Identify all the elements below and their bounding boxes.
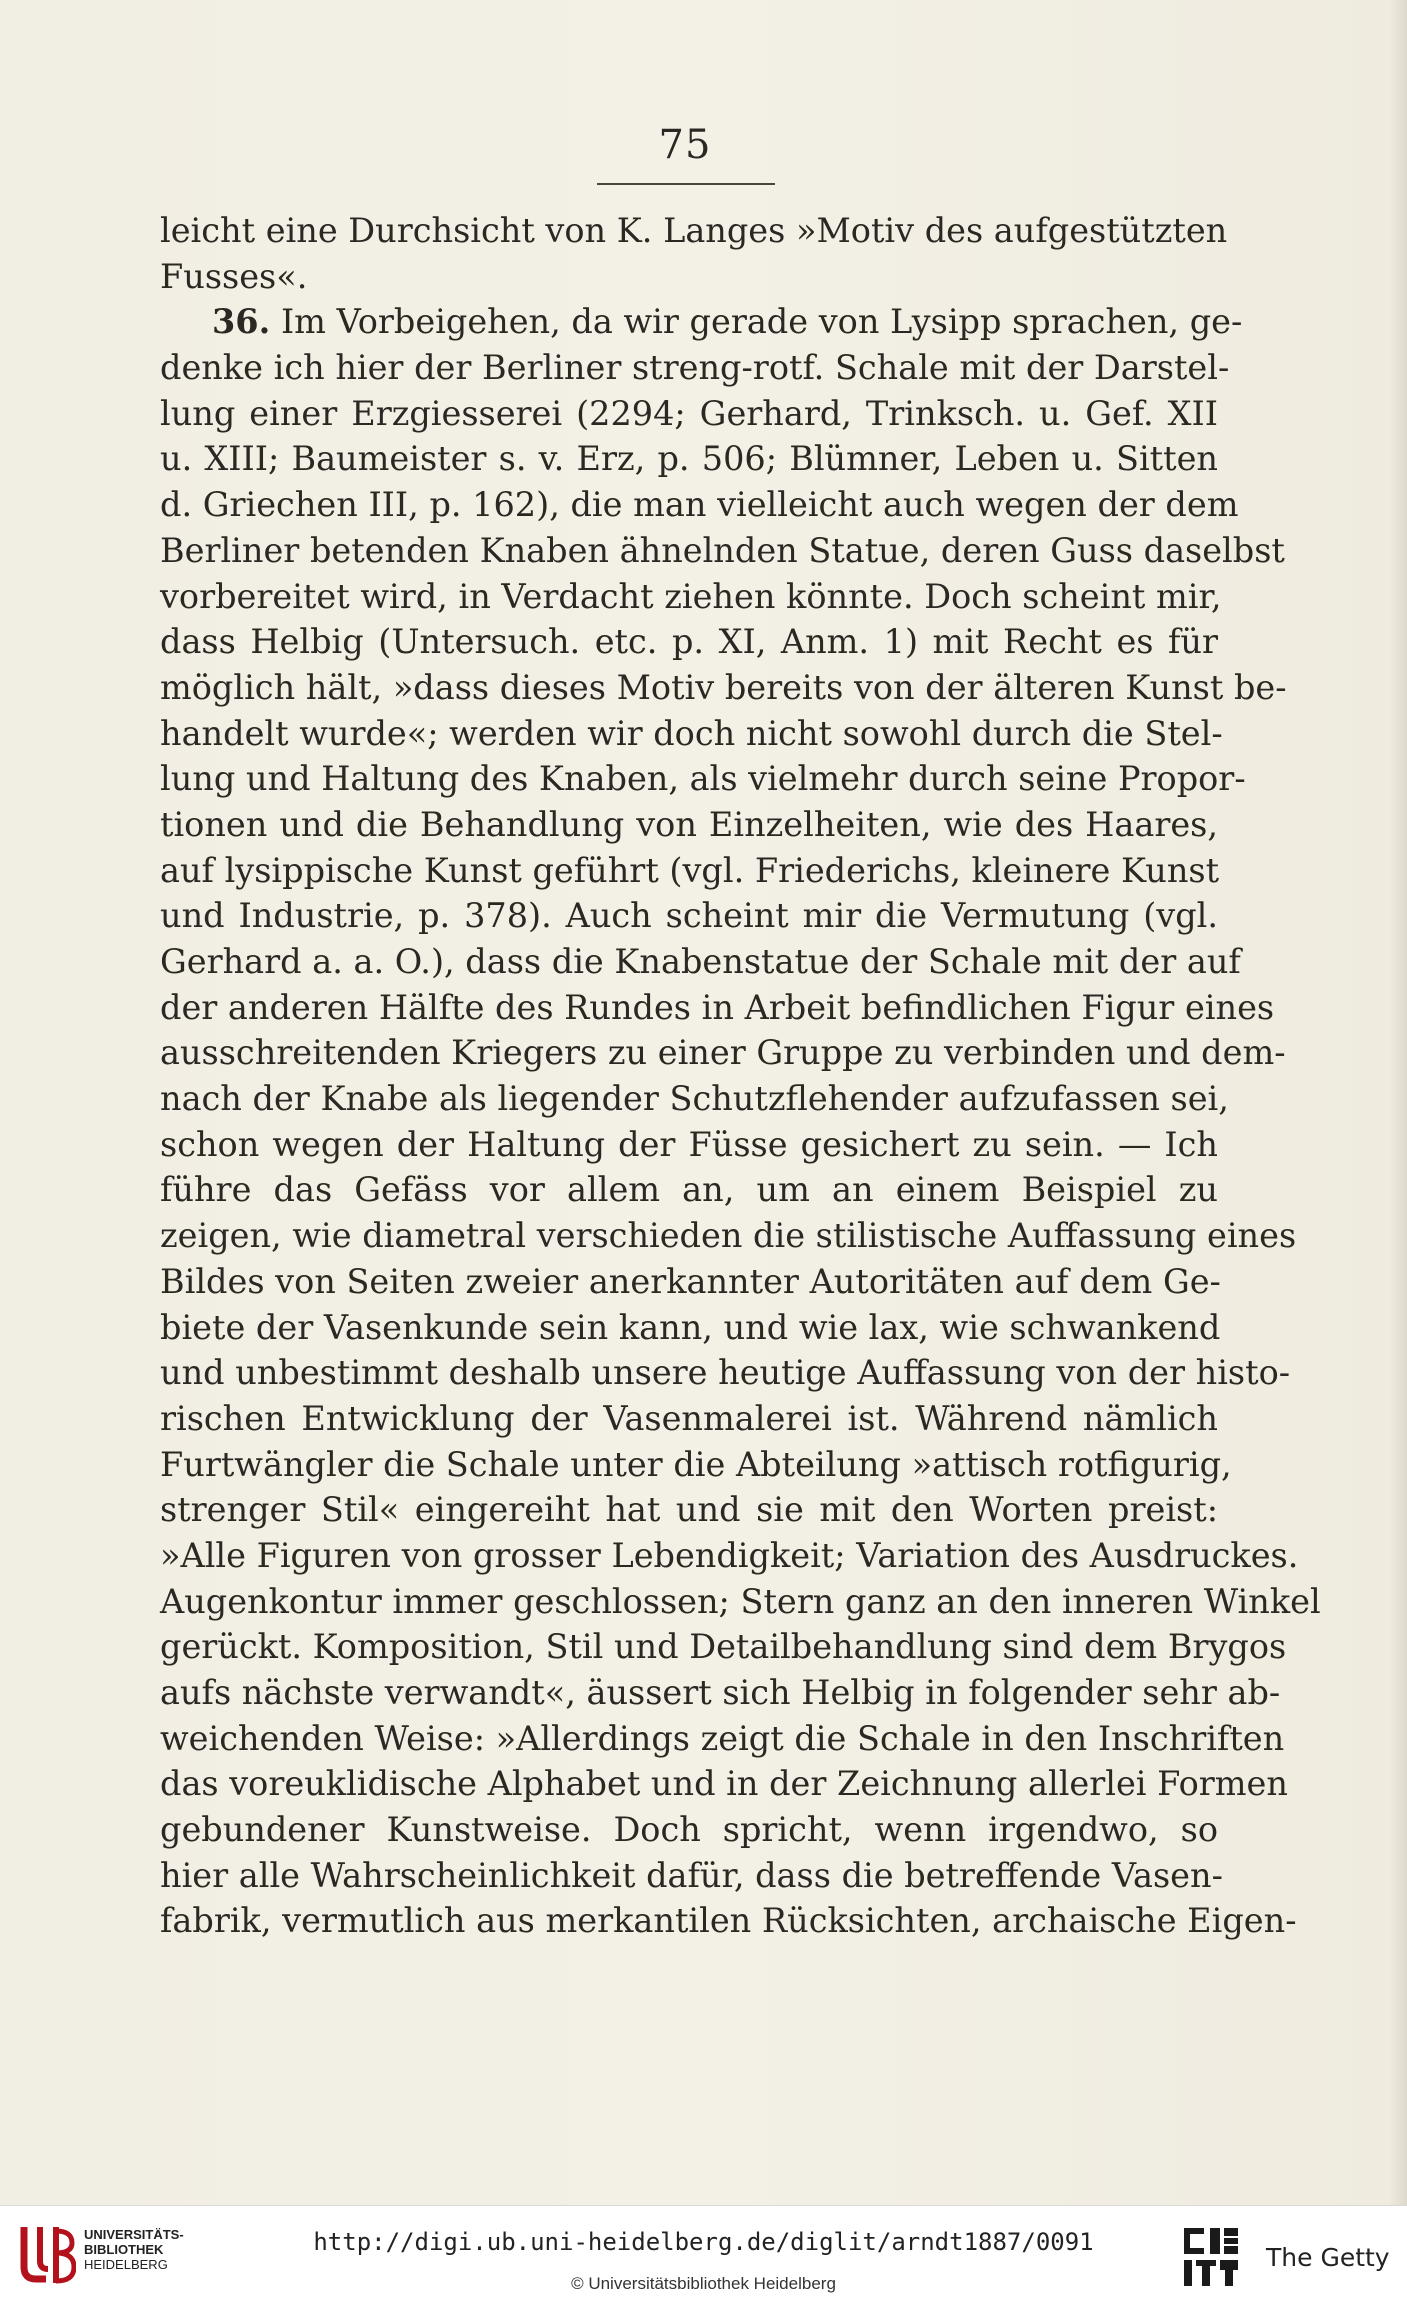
text-line: lung und Haltung des Knaben, als vielmehr durch seine Propor- xyxy=(160,759,1246,799)
getty-logo-icon xyxy=(1182,2226,1240,2290)
library-name-line: HEIDELBERG xyxy=(84,2257,168,2272)
text-line: möglich hält, »dass dieses Motiv bereits von der älteren Kunst be- xyxy=(160,667,1287,707)
text-line: Berliner betenden Knaben ähnelnden Statue, deren Guss daselbst xyxy=(160,530,1285,570)
text-line: tionen und die Behandlung von Einzelheiten, wie des Haares, xyxy=(160,804,1218,844)
text-line: der anderen Hälfte des Rundes in Arbeit befindlichen Figur eines xyxy=(160,987,1275,1027)
text-line: aufs nächste verwandt«, äussert sich Helbig in folgender sehr ab- xyxy=(160,1673,1281,1712)
text-line: Fusses«. xyxy=(160,256,308,296)
text-line: dass Helbig (Untersuch. etc. p. XI, Anm. 1) mit Recht es für xyxy=(160,622,1218,662)
text-line: »Alle Figuren von grosser Lebendigkeit; Variation des Ausdruckes. xyxy=(160,1535,1299,1575)
text-line-content: Im Vorbeigehen, da wir gerade von Lysipp sprachen, ge- xyxy=(280,302,1243,342)
text-line: Furtwängler die Schale unter die Abteilung »attisch rotfigurig, xyxy=(160,1444,1232,1484)
text-line: d. Griechen III, p. 162), die man vielleicht auch wegen der dem xyxy=(160,485,1239,525)
text-line: biete der Vasenkunde sein kann, und wie lax, wie schwankend xyxy=(160,1307,1221,1347)
page-edge-shadow xyxy=(1389,0,1407,2205)
partner-name: The Getty xyxy=(1266,2243,1390,2272)
permalink-url[interactable]: http://digi.ub.uni-heidelberg.de/diglit/arndt1887/0091 xyxy=(313,2228,1094,2256)
text-line: strenger Stil« eingereiht hat und sie mit den Worten preist: xyxy=(160,1490,1218,1530)
copyright-notice: © Universitätsbibliothek Heidelberg xyxy=(571,2274,836,2293)
text-line: das voreuklidische Alphabet und in der Zeichnung allerlei Formen xyxy=(160,1764,1288,1804)
page-number: 75 xyxy=(658,122,712,168)
text-line: rischen Entwicklung der Vasenmalerei ist. Während nämlich xyxy=(160,1398,1218,1438)
paragraph-number: 36. xyxy=(212,302,271,342)
header-rule xyxy=(597,183,775,185)
text-line: weichenden Weise: »Allerdings zeigt die Schale in den Inschriften xyxy=(160,1718,1285,1758)
text-line: Augenkontur immer geschlossen; Stern ganz an den inneren Winkel xyxy=(160,1581,1321,1621)
text-line xyxy=(160,299,1243,345)
library-name-line: BIBLIOTHEK xyxy=(84,2242,164,2257)
text-line: gebundener Kunstweise. Doch spricht, wenn irgendwo, so xyxy=(160,1810,1218,1850)
text-line: und unbestimmt deshalb unsere heutige Auffassung von der histo- xyxy=(160,1353,1291,1393)
text-line: lung einer Erzgiesserei (2294; Gerhard, Trinksch. u. Gef. XII xyxy=(160,393,1218,433)
text-line: führe das Gefäss vor allem an, um an einem Beispiel zu xyxy=(160,1170,1218,1210)
text-line: zeigen, wie diametral verschieden die stilistische Auffassung eines xyxy=(160,1216,1297,1256)
text-line: hier alle Wahrscheinlichkeit dafür, dass die betreffende Vasen- xyxy=(160,1855,1223,1895)
library-name-line: UNIVERSITÄTS- xyxy=(84,2227,184,2242)
text-line: vorbereitet wird, in Verdacht ziehen könnte. Doch scheint mir, xyxy=(160,576,1222,616)
text-line: denke ich hier der Berliner streng-rotf. Schale mit der Darstel- xyxy=(160,348,1230,388)
text-line: auf lysippische Kunst geführt (vgl. Friederichs, kleinere Kunst xyxy=(160,850,1220,890)
text-line: nach der Knabe als liegender Schutzflehender aufzufassen sei, xyxy=(160,1079,1229,1119)
text-line: schon wegen der Haltung der Füsse gesichert zu sein. — Ich xyxy=(160,1124,1218,1164)
text-line: Bildes von Seiten zweier anerkannter Autoritäten auf dem Ge- xyxy=(160,1261,1221,1301)
text-line: gerückt. Komposition, Stil und Detailbehandlung sind dem Brygos xyxy=(160,1627,1287,1667)
text-line: leicht eine Durchsicht von K. Langes »Motiv des aufgestützten xyxy=(160,211,1228,250)
text-line: ausschreitenden Kriegers zu einer Gruppe zu verbinden und dem- xyxy=(160,1033,1286,1073)
body-text xyxy=(160,208,1321,1944)
text-line: u. XIII; Baumeister s. v. Erz, p. 506; Blümner, Leben u. Sitten xyxy=(160,439,1218,479)
text-line: Gerhard a. a. O.), dass die Knabenstatue der Schale mit der auf xyxy=(160,942,1241,981)
text-line: und Industrie, p. 378). Auch scheint mir die Vermutung (vgl. xyxy=(160,896,1218,936)
text-line: fabrik, vermutlich aus merkantilen Rücksichten, archaische Eigen- xyxy=(160,1901,1297,1941)
text-line: handelt wurde«; werden wir doch nicht sowohl durch die Stel- xyxy=(160,713,1223,753)
